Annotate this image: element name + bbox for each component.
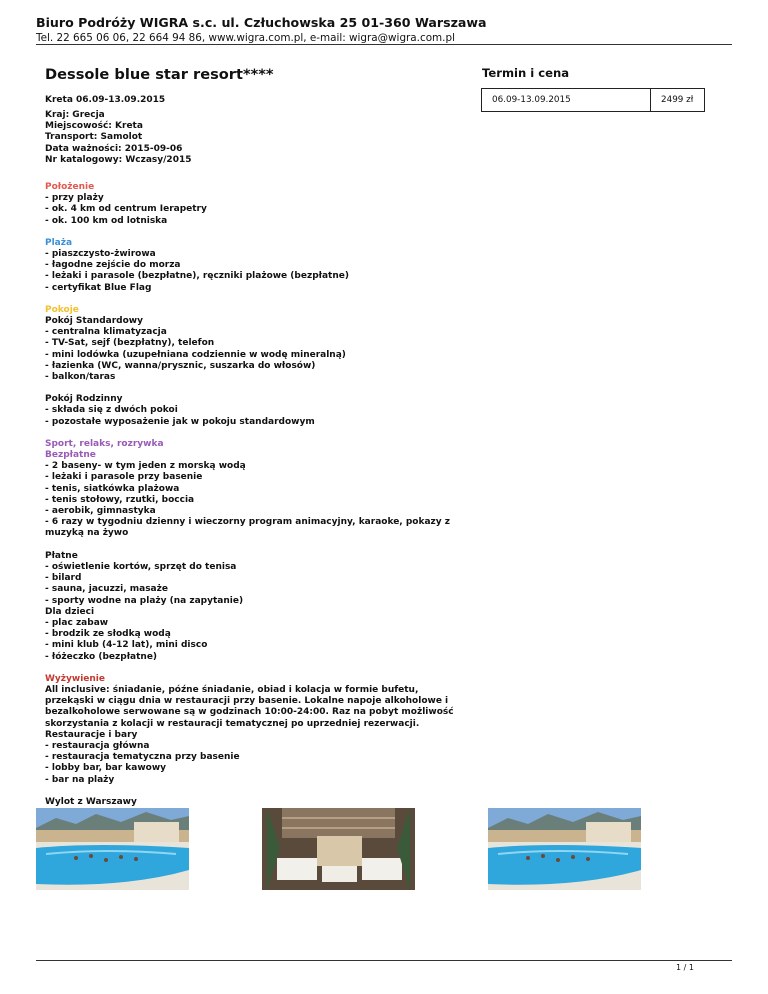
list-item: Restauracje i bary <box>45 729 138 740</box>
section-subheading: Bezpłatne <box>45 450 96 461</box>
list-item: - ok. 4 km od centrum Ierapetry <box>45 204 207 215</box>
departure-info: Wylot z Warszawy <box>45 796 137 807</box>
meta-catalog-number: Nr katalogowy: Wczasy/2015 <box>45 154 192 165</box>
section-family-room <box>45 394 465 428</box>
agency-contact: Tel. 22 665 06 06, 22 664 94 86, www.wigra.com.pl, e-mail: wigra@wigra.com.pl <box>36 32 455 44</box>
list-item: Pokój Rodzinny <box>45 394 123 405</box>
meta-valid-date: Data ważności: 2015-09-06 <box>45 143 183 154</box>
section-sport <box>45 439 465 540</box>
section-heading: Plaża <box>45 237 73 248</box>
pricing-table <box>481 88 705 112</box>
section-heading: Położenie <box>45 182 95 192</box>
list-item: Płatne <box>45 550 78 561</box>
list-item: - sauna, jacuzzi, masaże <box>45 584 168 595</box>
section-board <box>45 674 465 786</box>
list-item: - mini lodówka (uzupełniana codziennie w wodę mineralną) <box>45 349 346 360</box>
header-divider <box>36 44 732 45</box>
list-item: - aerobik, gimnastyka <box>45 506 156 517</box>
list-item: Pokój Standardowy <box>45 316 143 327</box>
board-description: All inclusive: śniadanie, późne śniadanie, obiad i kolacja w formie bufetu, przekąski w ciągu dnia w restauracji przy basenie. Lokalne napoje alkoholowe i bezalkoholowe serwowane są w godzinach 10:00-24:00. Raz na pobyt możliwość skorzystania z kolacji w restauracji tematycznej po uprzedniej rezerwacji. <box>45 684 454 729</box>
offer-subtitle: Kreta 06.09-13.09.2015 <box>45 95 166 105</box>
pool-photo <box>36 808 189 890</box>
list-item: Dla dzieci <box>45 606 95 617</box>
meta-country: Kraj: Grecja <box>45 110 105 120</box>
section-location <box>45 182 465 227</box>
restaurant-photo <box>262 808 415 890</box>
list-item: - sporty wodne na plaży (na zapytanie) <box>45 595 244 606</box>
agency-header <box>36 14 732 45</box>
list-item: - łazienka (WC, wanna/prysznic, suszarka do włosów) <box>45 360 316 371</box>
pricing-price: 2499 zł <box>661 95 694 105</box>
list-item: - balkon/taras <box>45 372 116 383</box>
list-item: - mini klub (4-12 lat), mini disco <box>45 640 208 651</box>
list-item: - leżaki i parasole przy basenie <box>45 472 203 483</box>
list-item: - restauracja główna <box>45 740 150 751</box>
list-item: - oświetlenie kortów, sprzęt do tenisa <box>45 561 237 572</box>
section-heading: Pokoje <box>45 304 79 315</box>
section-paid <box>45 551 465 663</box>
list-item: - TV-Sat, sejf (bezpłatny), telefon <box>45 338 215 349</box>
list-item: - 2 baseny- w tym jeden z morską wodą <box>45 461 246 472</box>
offer-description <box>45 182 465 808</box>
pool-photo <box>488 808 641 890</box>
list-item: - przy plaży <box>45 193 104 204</box>
list-item: - pozostałe wyposażenie jak w pokoju standardowym <box>45 416 315 427</box>
list-item: - centralna klimatyzacja <box>45 327 167 338</box>
list-item: - bilard <box>45 573 82 584</box>
page-number: 1 / 1 <box>676 963 694 972</box>
list-item: - lobby bar, bar kawowy <box>45 763 167 774</box>
list-item: - składa się z dwóch pokoi <box>45 405 178 416</box>
list-item: - tenis stołowy, rzutki, boccia <box>45 494 195 505</box>
list-item: - łóżeczko (bezpłatne) <box>45 651 158 662</box>
meta-transport: Transport: Samolot <box>45 132 143 143</box>
list-item: - plac zabaw <box>45 617 109 628</box>
list-item: - certyfikat Blue Flag <box>45 282 152 293</box>
list-item: - łagodne zejście do morza <box>45 260 181 271</box>
agency-title: Biuro Podróży WIGRA s.c. ul. Człuchowska 25 01-360 Warszawa <box>36 15 487 30</box>
list-item: - 6 razy w tygodniu dzienny i wieczorny program animacyjny, karaoke, pokazy z muzyką na żywo <box>45 517 451 539</box>
section-beach <box>45 238 465 294</box>
section-heading: Wyżywienie <box>45 673 105 684</box>
pricing-date: 06.09-13.09.2015 <box>482 89 651 111</box>
meta-location: Miejscowość: Kreta <box>45 121 143 132</box>
section-rooms <box>45 305 465 383</box>
list-item: - bar na plaży <box>45 774 115 785</box>
list-item: - leżaki i parasole (bezpłatne), ręczniki plażowe (bezpłatne) <box>45 271 349 282</box>
list-item: - ok. 100 km od lotniska <box>45 215 168 226</box>
footer-divider <box>36 960 732 961</box>
list-item: - piaszczysto-żwirowa <box>45 249 156 260</box>
list-item: - restauracja tematyczna przy basenie <box>45 752 240 763</box>
offer-meta <box>45 110 191 166</box>
offer-title: Dessole blue star resort**** <box>45 66 274 83</box>
list-item: - tenis, siatkówka plażowa <box>45 483 180 494</box>
section-heading: Sport, relaks, rozrywka <box>45 438 164 449</box>
list-item: - brodzik ze słodką wodą <box>45 629 171 640</box>
pricing-heading: Termin i cena <box>482 66 570 80</box>
